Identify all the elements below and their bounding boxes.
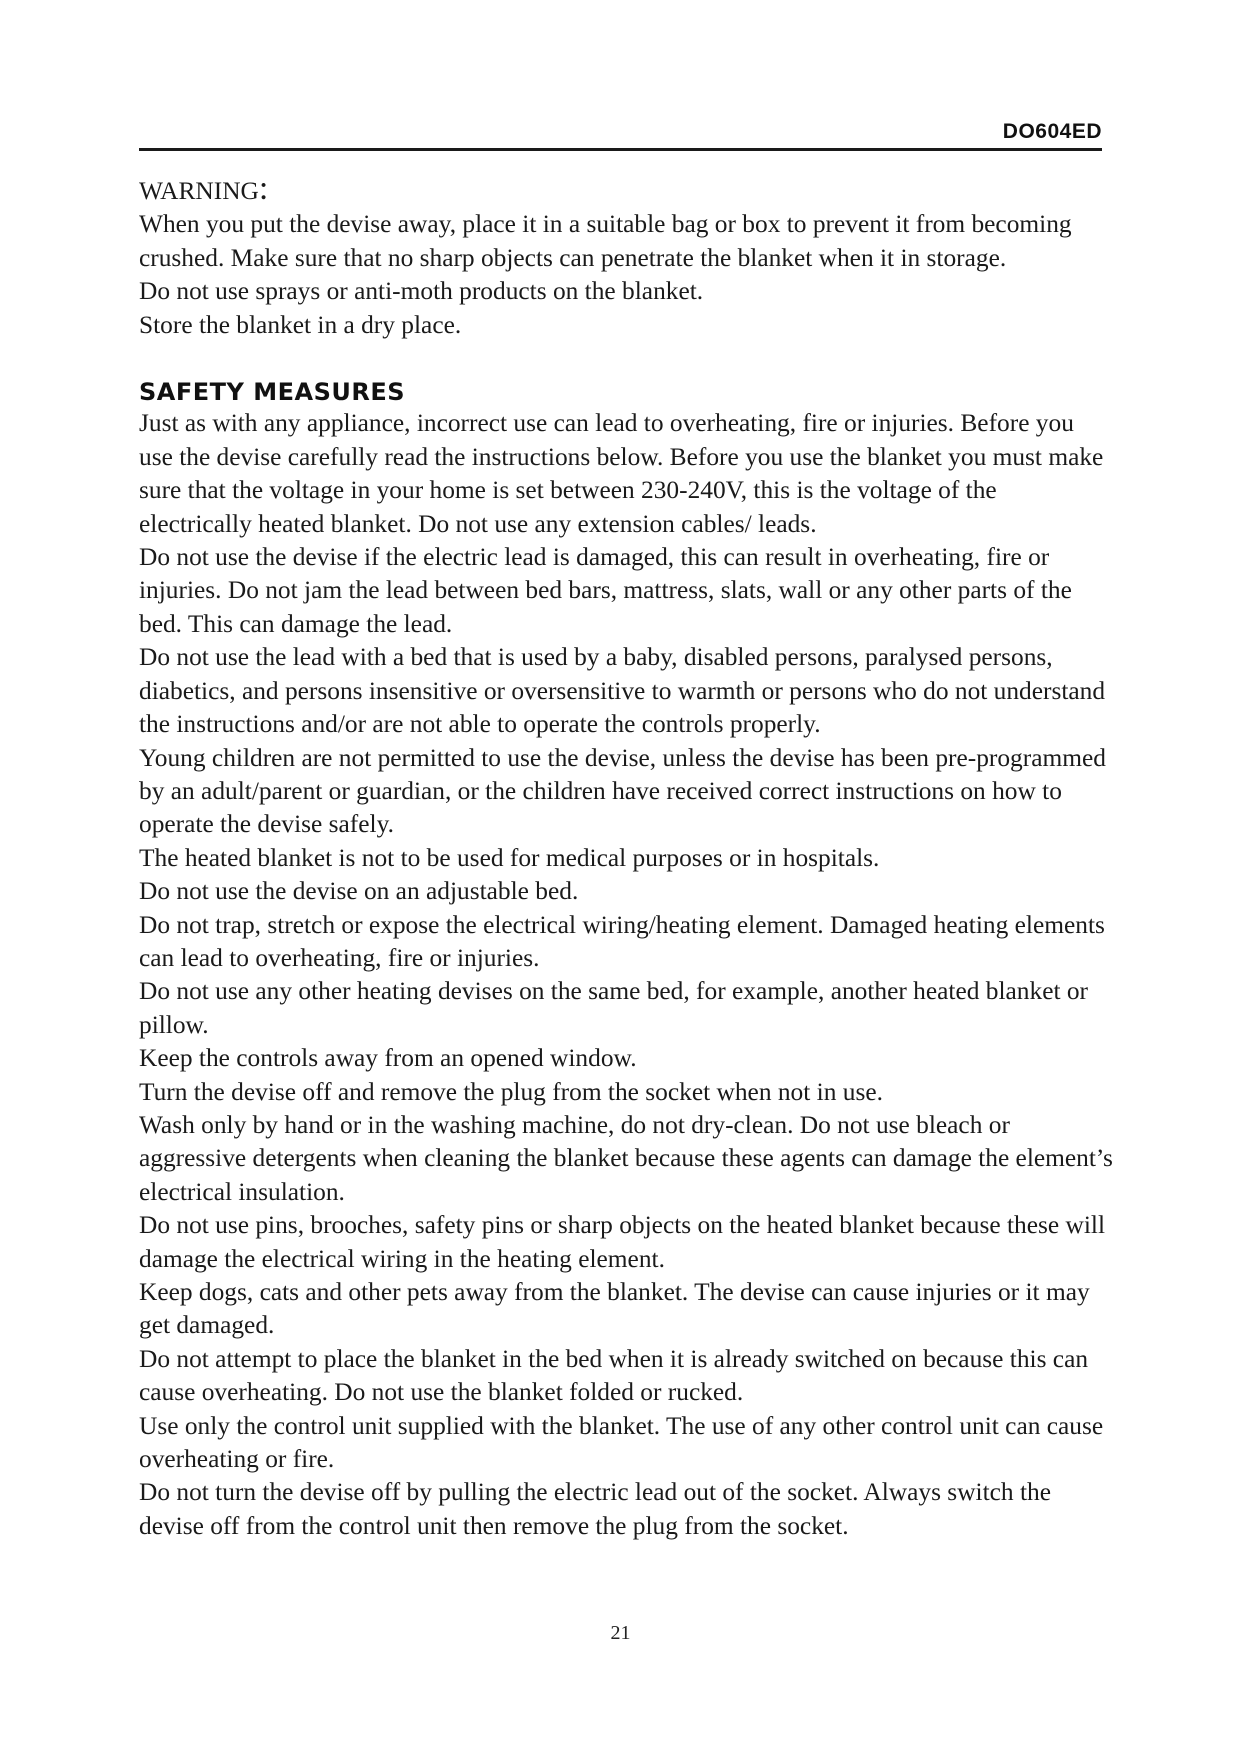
safety-paragraph: Do not use any other heating devises on the same bed, for example, another heated blanket or pillow.: [139, 977, 1089, 1039]
safety-measures-heading: SAFETY MEASURES: [139, 378, 406, 407]
safety-paragraph: Do not use pins, brooches, safety pins or sharp objects on the heated blanket because these will damage the electrical wiring in the heating element.: [139, 1211, 1105, 1273]
warning-colon: :: [258, 170, 269, 207]
model-code: DO604ED: [1002, 120, 1102, 143]
safety-paragraph: Do not attempt to place the blanket in the bed when it is already switched on because this can cause overheating. Do not use the blanket folded or rucked.: [139, 1344, 1089, 1407]
warning-title: WARNING: [139, 177, 259, 205]
safety-paragraph: Do not trap, stretch or expose the electrical wiring/heating element. Damaged heating elements can lead to overheating, fire or injuries.: [139, 910, 1105, 972]
safety-paragraph: The heated blanket is not to be used for medical purposes or in hospitals.: [139, 843, 880, 872]
warning-paragraph: Store the blanket in a dry place.: [139, 310, 462, 339]
header-divider: [139, 148, 1102, 151]
safety-paragraph: Do not use the devise on an adjustable bed.: [139, 877, 579, 906]
safety-paragraph: Turn the devise off and remove the plug from the socket when not in use.: [139, 1077, 883, 1106]
safety-paragraph: Do not turn the devise off by pulling the electric lead out of the socket. Always switch the devise off from the control unit then remove the plug from the socket.: [139, 1478, 1051, 1540]
safety-paragraph: Do not use the lead with a bed that is used by a baby, disabled persons, paralysed persons, diabetics, and persons insensitive or oversensitive to warmth or persons who do not understand the instructions and/or are not able to operate the controls properly.: [139, 643, 1106, 739]
safety-paragraph: Use only the control unit supplied with the blanket. The use of any other control unit can cause overheating or fire.: [139, 1411, 1104, 1474]
safety-paragraph: Wash only by hand or in the washing machine, do not dry-clean. Do not use bleach or aggressive detergents when cleaning the blanket because these agents can damage the element’s electrical insulation.: [139, 1110, 1113, 1206]
safety-paragraph: Do not use the devise if the electric lead is damaged, this can result in overheating, fire or injuries. Do not jam the lead between bed bars, mattress, slats, wall or any other parts of the bed. This can damage the lead.: [139, 543, 1072, 638]
warning-paragraph: Do not use sprays or anti-moth products on the blanket.: [139, 277, 704, 306]
page-number: 21: [610, 1622, 631, 1644]
warning-paragraph: When you put the devise away, place it in a suitable bag or box to prevent it from becoming crushed. Make sure that no sharp objects can penetrate the blanket when it in storage.: [139, 210, 1072, 272]
page-body: [139, 172, 1114, 1543]
warning-heading: [139, 172, 1114, 208]
safety-paragraph: Keep dogs, cats and other pets away from the blanket. The devise can cause injuries or it may get damaged.: [139, 1278, 1090, 1340]
safety-paragraph: Young children are not permitted to use the devise, unless the devise has been pre-programmed by an adult/parent or guardian, or the children have received correct instructions on how to operate the devise safely.: [139, 743, 1106, 839]
safety-paragraph: Keep the controls away from an opened window.: [139, 1044, 637, 1073]
safety-paragraph: Just as with any appliance, incorrect use can lead to overheating, fire or injuries. Before you use the devise carefully read the instructions below. Before you use the blanket you must make sure that the voltage in your home is set between 230-240V, this is the voltage of the electrically heated blanket. Do not use any extension cables/ leads.: [139, 409, 1104, 538]
